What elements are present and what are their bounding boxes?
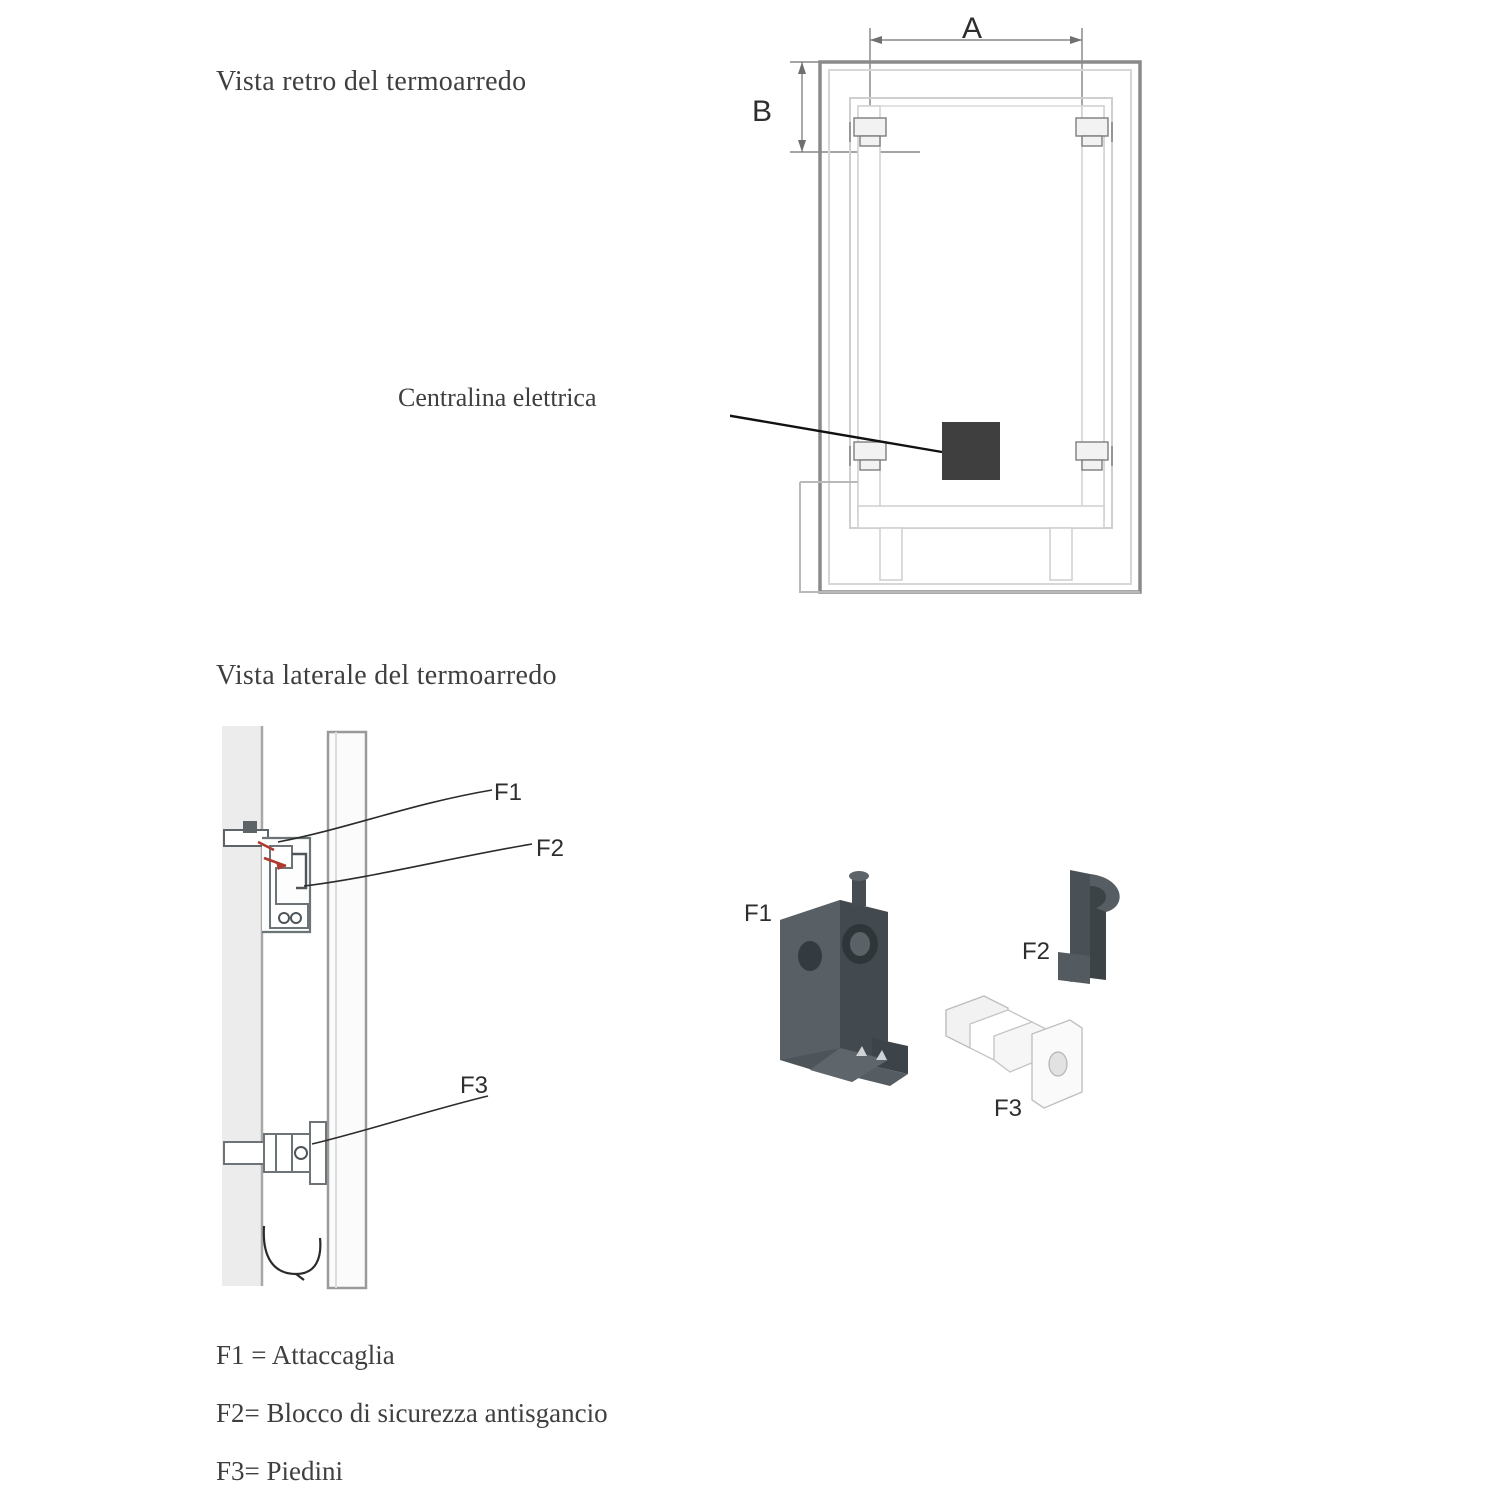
side-view-title: Vista laterale del termoarredo	[216, 660, 557, 691]
side-callout-f3: F3	[460, 1072, 489, 1099]
parts-illustration	[740, 860, 1160, 1150]
dimension-label-b: B	[752, 95, 773, 128]
callout-centralina-elettrica: Centralina elettrica	[398, 383, 597, 412]
parts-tag-f2: F2	[1022, 938, 1051, 965]
legend-item-f1: F1 = Attaccaglia	[216, 1340, 395, 1370]
dimension-label-a: A	[962, 12, 983, 45]
rear-view-title: Vista retro del termoarredo	[216, 66, 527, 97]
rear-view-drawing	[730, 10, 1350, 620]
side-callout-f2: F2	[536, 835, 565, 862]
legend-item-f2: F2= Blocco di sicurezza antisgancio	[216, 1398, 608, 1428]
side-view-drawing	[200, 718, 620, 1308]
legend-item-f3: F3= Piedini	[216, 1456, 343, 1486]
side-callout-f1: F1	[494, 779, 523, 806]
parts-tag-f3: F3	[994, 1095, 1023, 1122]
parts-tag-f1: F1	[744, 900, 773, 927]
